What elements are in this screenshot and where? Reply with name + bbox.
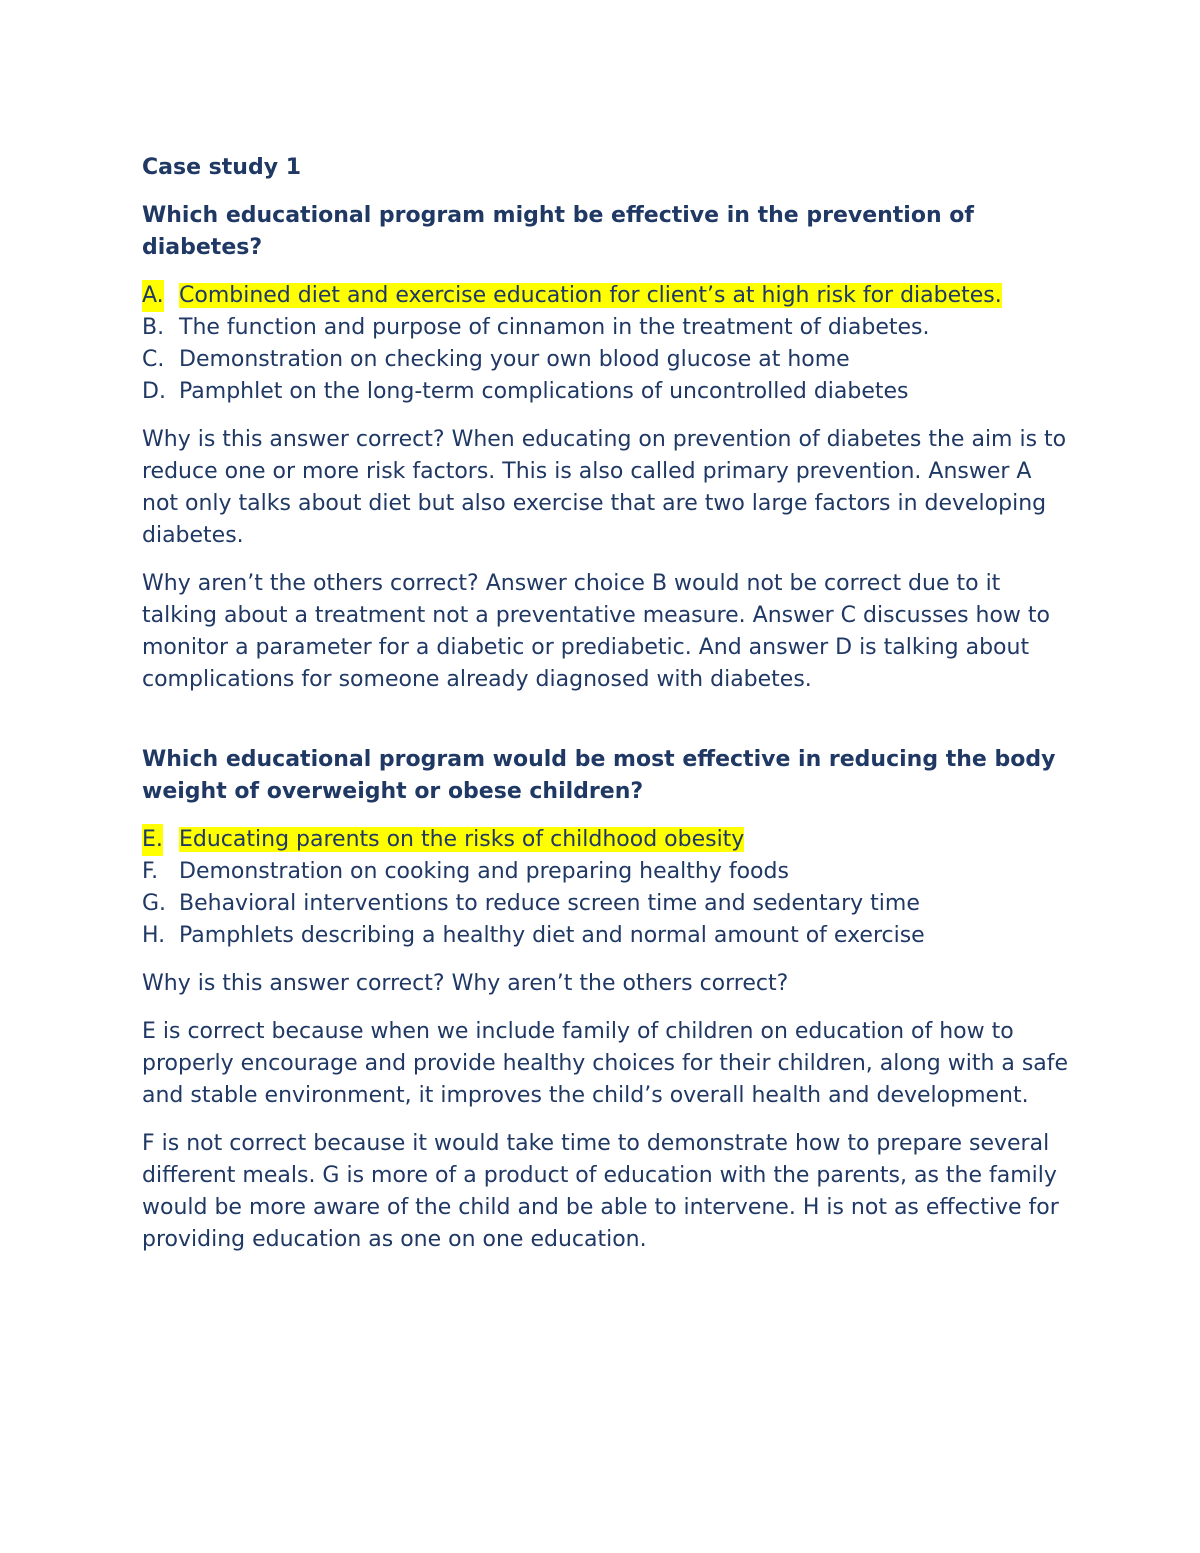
q1-why-correct-paragraph: Why is this answer correct? When educating on prevention of diabetes the aim is to reduce one or more risk factors. This is also called primary prevention. Answer A not only talks about diet but also exercise that are two large factors in developing diabetes. [142, 427, 1067, 548]
option-text: Combined diet and exercise education for client’s at high risk for diabetes. [179, 283, 1002, 308]
q2-answer-others-paragraph: F is not correct because it would take time to demonstrate how to prepare several different meals. G is more of a product of education with the parents, as the family would be more aware of the child and be able to intervene. H is not as effective for providing education as one on one education. [142, 1131, 1059, 1252]
option-text: Demonstration on checking your own blood glucose at home [179, 347, 850, 372]
option-letter: A. [142, 280, 164, 312]
option-letter: H. [142, 923, 166, 948]
option-d [142, 376, 1072, 408]
option-letter: C. [142, 347, 165, 372]
case-study-title: Case study 1 [142, 155, 301, 180]
option-a [142, 280, 1072, 312]
option-g [142, 888, 1072, 920]
question-1-options [142, 280, 1072, 408]
question-2: Which educational program would be most effective in reducing the body weight of overweight or obese children? [142, 747, 1056, 804]
option-text: Demonstration on cooking and preparing healthy foods [179, 859, 789, 884]
option-letter: D. [142, 379, 166, 404]
option-c [142, 344, 1072, 376]
option-text: Educating parents on the risks of childhood obesity [179, 827, 745, 852]
option-text: Behavioral interventions to reduce screen time and sedentary time [179, 891, 920, 916]
option-e [142, 824, 1072, 856]
option-text: The function and purpose of cinnamon in the treatment of diabetes. [179, 315, 930, 340]
option-b [142, 312, 1072, 344]
q1-why-others-paragraph: Why aren’t the others correct? Answer choice B would not be correct due to it talking about a treatment not a preventative measure. Answer C discusses how to monitor a parameter for a diabetic or prediabetic. And answer D is talking about complications for someone already diagnosed with diabetes. [142, 571, 1051, 692]
option-text: Pamphlet on the long-term complications of uncontrolled diabetes [179, 379, 909, 404]
option-letter: G. [142, 891, 167, 916]
option-letter: B. [142, 315, 165, 340]
option-letter: F. [142, 859, 159, 884]
q2-answer-e-paragraph: E is correct because when we include family of children on education of how to properly encourage and provide healthy choices for their children, along with a safe and stable environment, it improves the child’s overall health and development. [142, 1019, 1069, 1108]
q2-prompt-paragraph: Why is this answer correct? Why aren’t the others correct? [142, 971, 789, 996]
question-2-options [142, 824, 1072, 952]
document-page [142, 152, 1072, 1272]
option-f [142, 856, 1072, 888]
option-text: Pamphlets describing a healthy diet and normal amount of exercise [179, 923, 925, 948]
blank-line [142, 712, 1072, 744]
question-1: Which educational program might be effective in the prevention of diabetes? [142, 203, 974, 260]
option-letter: E. [142, 824, 163, 856]
option-h [142, 920, 1072, 952]
